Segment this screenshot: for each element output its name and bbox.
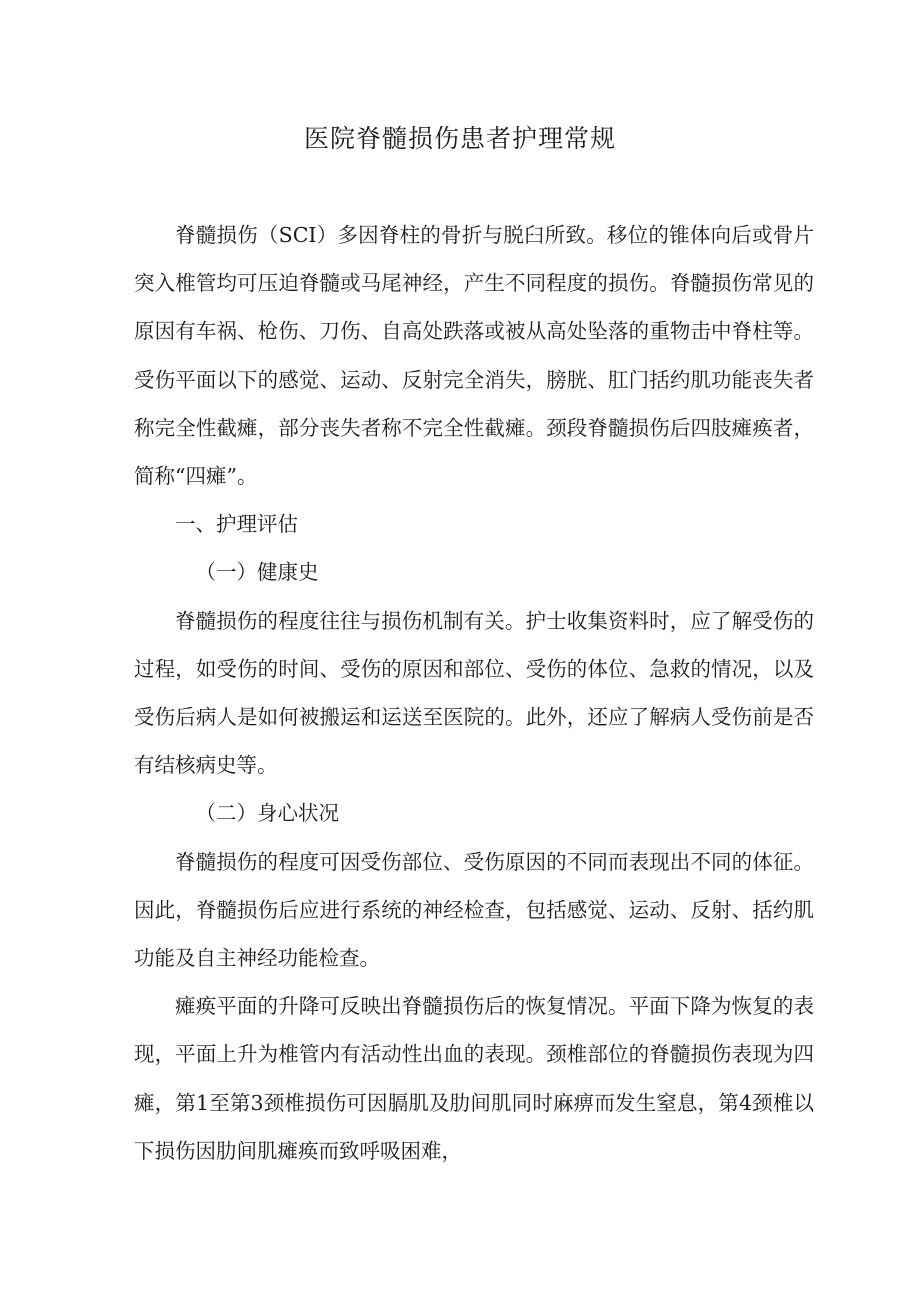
document-title: 医院脊髓损伤患者护理常规 <box>303 124 616 153</box>
document-body <box>134 211 814 1175</box>
paragraph-physical-signs: 脊髓损伤的程度可因受伤部位、受伤原因的不同而表现出不同的体征。因此，脊髓损伤后应进行系统的神经检查，包括感觉、运动、反射、括约肌功能及自主神经功能检查。 <box>134 849 814 971</box>
paragraph-health-history: 脊髓损伤的程度往往与损伤机制有关。护士收集资料时，应了解受伤的过程，如受伤的时间、受伤的原因和部位、受伤的体位、急救的情况，以及受伤后病人是如何被搬运和运送至医院的。此外，还应了解病人受伤前是否有结核病史等。 <box>134 608 814 778</box>
paragraph-paralysis-level: 瘫痪平面的升降可反映出脊髓损伤后的恢复情况。平面下降为恢复的表现，平面上升为椎管内有活动性出血的表现。颈椎部位的脊髓损伤表现为四瘫，第1至第3颈椎损伤可因膈肌及肋间肌同时麻痹而发生窒息，第4颈椎以下损伤因肋间肌瘫痪而致呼吸困难， <box>134 994 814 1163</box>
paragraph-intro: 脊髓损伤（SCI）多因脊柱的骨折与脱臼所致。移位的锥体向后或骨片突入椎管均可压迫脊髓或马尾神经，产生不同程度的损伤。脊髓损伤常见的原因有车祸、枪伤、刀伤、自高处跌落或被从高处坠落的重物击中脊柱等。受伤平面以下的感觉、运动、反射完全消失，膀胱、肛门括约肌功能丧失者称完全性截瘫，部分丧失者称不完全性截瘫。颈段脊髓损伤后四肢瘫痪者，简称“四瘫”。 <box>134 223 814 489</box>
subsection-heading-physical-mental-status: （二）身心状况 <box>195 801 339 826</box>
section-heading-nursing-assessment: 一、护理评估 <box>175 512 298 537</box>
subsection-heading-health-history: （一）健康史 <box>195 560 319 585</box>
